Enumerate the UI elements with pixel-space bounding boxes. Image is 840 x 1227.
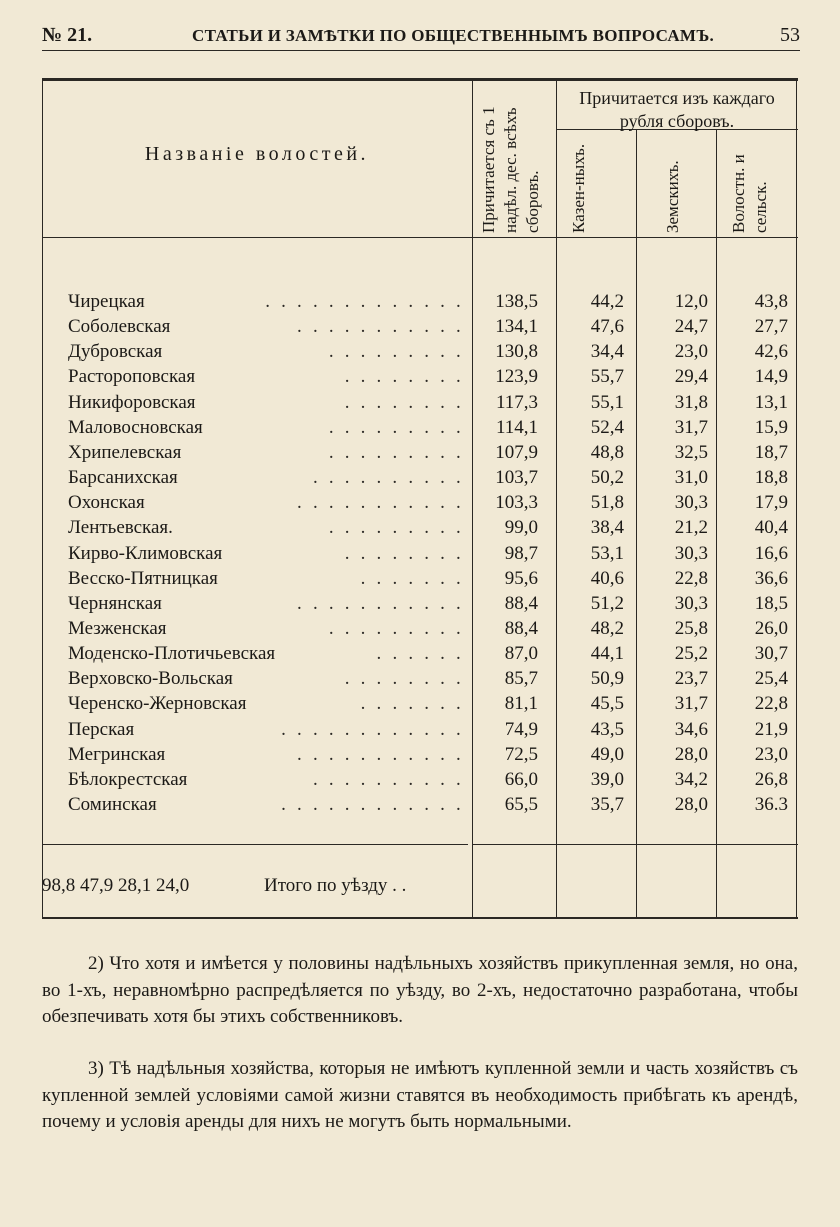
zemstvo-value: 21,2 bbox=[674, 517, 708, 539]
zemstvo-value: 30,3 bbox=[674, 492, 708, 514]
volost-name: Охонская bbox=[68, 492, 145, 514]
zemstvo-value: 31,0 bbox=[674, 467, 708, 489]
leader-dots: . . . . . . . . . bbox=[328, 416, 464, 438]
volost-name: Соболевская bbox=[68, 316, 171, 338]
volost-value: 21,9 bbox=[754, 718, 788, 740]
issue-number: № 21. bbox=[42, 24, 93, 46]
leader-dots: . . . . . . . . . . . . bbox=[281, 794, 464, 815]
treasury-value: 48,2 bbox=[590, 617, 624, 639]
volost-name: Весско-Пятницкая bbox=[68, 567, 218, 589]
per-desyatina-value: 85,7 bbox=[504, 668, 538, 690]
volost-name: Чернянская bbox=[68, 592, 162, 614]
treasury-value: 55,7 bbox=[590, 366, 624, 388]
table-row bbox=[42, 492, 798, 517]
treasury-value: 35,7 bbox=[590, 794, 624, 815]
treasury-value: 53,1 bbox=[590, 542, 624, 564]
total-zemstvo: 28,1 bbox=[118, 875, 152, 896]
header-bottom-rule bbox=[42, 237, 798, 238]
total-rule bbox=[472, 844, 798, 845]
table-row bbox=[42, 392, 798, 417]
treasury-value: 48,8 bbox=[590, 441, 624, 463]
per-desyatina-value: 95,6 bbox=[504, 567, 538, 589]
leader-dots: . . . . . . . . . . . bbox=[297, 492, 464, 514]
table-row bbox=[42, 467, 798, 492]
per-desyatina-value: 103,7 bbox=[495, 467, 538, 489]
treasury-value: 51,2 bbox=[590, 592, 624, 614]
treasury-value: 34,4 bbox=[590, 341, 624, 363]
leader-dots: . . . . . . . bbox=[360, 567, 464, 589]
total-label: Итого по уѣзду . . bbox=[264, 875, 407, 896]
header-treasury: Казен-ныхъ. bbox=[569, 143, 588, 233]
volost-value: 18,5 bbox=[754, 592, 788, 614]
volost-name: Мегринская bbox=[68, 743, 166, 765]
treasury-value: 38,4 bbox=[590, 517, 624, 539]
per-desyatina-value: 66,0 bbox=[504, 768, 538, 790]
zemstvo-value: 32,5 bbox=[674, 441, 708, 463]
per-desyatina-value: 134,1 bbox=[495, 316, 538, 338]
leader-dots: . . . . . . . . bbox=[344, 366, 464, 388]
zemstvo-value: 23,7 bbox=[674, 668, 708, 690]
total-row bbox=[42, 875, 798, 900]
table-row bbox=[42, 593, 798, 618]
per-desyatina-value: 123,9 bbox=[495, 366, 538, 388]
table-row bbox=[42, 291, 798, 316]
zemstvo-value: 30,3 bbox=[674, 542, 708, 564]
total-volost: 24,0 bbox=[156, 875, 190, 896]
volost-name: Соминская bbox=[68, 794, 157, 815]
volost-value: 27,7 bbox=[754, 316, 788, 338]
volost-value: 30,7 bbox=[754, 643, 788, 665]
volost-name: Черенско-Жерновская bbox=[68, 693, 247, 715]
treasury-value: 44,1 bbox=[590, 643, 624, 665]
volost-name: Маловосновская bbox=[68, 416, 203, 438]
zemstvo-value: 31,7 bbox=[674, 416, 708, 438]
paragraph-2: 2) Что хотя и имѣется у половины надѣльныхъ хозяйствъ прикупленная земля, но она, во 1-хъ, неравномѣрно распредѣляется по уѣзду, во 2-хъ, недостаточно разработана, чтобы обезпечивать хотя бы этихъ собственниковъ. bbox=[42, 953, 798, 1027]
table-row bbox=[42, 643, 798, 668]
volost-value: 36.3 bbox=[754, 794, 788, 815]
table-row bbox=[42, 341, 798, 366]
header-per-desyatina: Причитается съ 1 надѣл. дес. всѣхъ сборовъ. bbox=[479, 106, 542, 233]
treasury-value: 50,9 bbox=[590, 668, 624, 690]
leader-dots: . . . . . . . . . . bbox=[312, 768, 464, 790]
leader-dots: . . . . . . . . bbox=[344, 668, 464, 690]
zemstvo-value: 34,2 bbox=[674, 768, 708, 790]
table-row bbox=[42, 693, 798, 718]
total-treasury: 47,9 bbox=[80, 875, 114, 896]
per-desyatina-value: 65,5 bbox=[504, 794, 538, 815]
volost-value: 17,9 bbox=[754, 492, 788, 514]
per-desyatina-value: 99,0 bbox=[504, 517, 538, 539]
per-desyatina-value: 88,4 bbox=[504, 617, 538, 639]
per-desyatina-value: 138,5 bbox=[495, 291, 538, 312]
per-desyatina-value: 114,1 bbox=[495, 416, 538, 438]
volost-name: Растороповская bbox=[68, 366, 196, 388]
table-row bbox=[42, 719, 798, 744]
per-desyatina-value: 87,0 bbox=[504, 643, 538, 665]
volost-value: 15,9 bbox=[754, 416, 788, 438]
per-desyatina-value: 88,4 bbox=[504, 592, 538, 614]
paragraph-3: 3) Тѣ надѣльныя хозяйства, которыя не имѣютъ купленной земли и часть хозяйствъ съ купленной землей условіями самой жизни ставятся въ необходимость прибѣгать къ арендѣ, почему и условія аренды для нихъ не могутъ быть нормальными. bbox=[42, 1058, 798, 1132]
volost-name: Дубровская bbox=[68, 341, 163, 363]
zemstvo-value: 22,8 bbox=[674, 567, 708, 589]
header-per-ruble-group: Причитается изъ каждаго рубля сборовъ. bbox=[579, 88, 775, 131]
leader-dots: . . . . . . . . . bbox=[328, 441, 464, 463]
treasury-value: 55,1 bbox=[590, 391, 624, 413]
leader-dots: . . . . . . . . . . . bbox=[297, 316, 464, 338]
volost-value: 16,6 bbox=[754, 542, 788, 564]
leader-dots: . . . . . . . . . bbox=[328, 341, 464, 363]
volost-value: 26,0 bbox=[754, 617, 788, 639]
treasury-value: 44,2 bbox=[590, 291, 624, 312]
volost-name: Перская bbox=[68, 718, 135, 740]
volost-value: 36,6 bbox=[754, 567, 788, 589]
volost-value: 14,9 bbox=[754, 366, 788, 388]
zemstvo-value: 24,7 bbox=[674, 316, 708, 338]
volost-name: Лентьевская. bbox=[68, 517, 173, 539]
volost-name: Мезженская bbox=[68, 617, 167, 639]
zemstvo-value: 12,0 bbox=[674, 291, 708, 312]
header-volost-name: Названіе волостей. bbox=[144, 143, 370, 165]
table-row bbox=[42, 517, 798, 542]
zemstvo-value: 25,2 bbox=[674, 643, 708, 665]
treasury-value: 50,2 bbox=[590, 467, 624, 489]
volost-name: Бѣлокрестская bbox=[68, 768, 188, 790]
zemstvo-value: 29,4 bbox=[674, 366, 708, 388]
volost-value: 18,7 bbox=[754, 441, 788, 463]
per-desyatina-value: 74,9 bbox=[504, 718, 538, 740]
leader-dots: . . . . . . . . . . bbox=[312, 467, 464, 489]
volost-value: 22,8 bbox=[754, 693, 788, 715]
table-row bbox=[42, 618, 798, 643]
zemstvo-value: 31,7 bbox=[674, 693, 708, 715]
leader-dots: . . . . . . . . . . . . . bbox=[265, 291, 464, 312]
treasury-value: 47,6 bbox=[590, 316, 624, 338]
running-head bbox=[42, 22, 800, 51]
table-row bbox=[42, 316, 798, 341]
volost-name: Барсанихская bbox=[68, 467, 178, 489]
leader-dots: . . . . . . . . . bbox=[328, 617, 464, 639]
header-volost-village: Волостн. и сельск. bbox=[729, 154, 770, 233]
volost-value: 26,8 bbox=[754, 768, 788, 790]
zemstvo-value: 25,8 bbox=[674, 617, 708, 639]
leader-dots: . . . . . . . bbox=[360, 693, 464, 715]
volost-value: 40,4 bbox=[754, 517, 788, 539]
table-row bbox=[42, 794, 798, 819]
zemstvo-value: 23,0 bbox=[674, 341, 708, 363]
header-zemstvo: Земскихъ. bbox=[663, 160, 682, 233]
volost-value: 43,8 bbox=[754, 291, 788, 312]
leader-dots: . . . . . . . . . . . . bbox=[281, 718, 464, 740]
table-row bbox=[42, 668, 798, 693]
running-title: СТАТЬИ И ЗАМѢТКИ ПО ОБЩЕСТВЕННЫМЪ ВОПРОСАМЪ. bbox=[192, 26, 715, 45]
volost-name: Никифоровская bbox=[68, 391, 196, 413]
treasury-value: 45,5 bbox=[590, 693, 624, 715]
total-rule bbox=[42, 844, 468, 845]
treasury-value: 49,0 bbox=[590, 743, 624, 765]
page-number: 53 bbox=[780, 24, 800, 46]
leader-dots: . . . . . . . . bbox=[344, 542, 464, 564]
volost-value: 23,0 bbox=[754, 743, 788, 765]
leader-dots: . . . . . . . . . . . bbox=[297, 592, 464, 614]
leader-dots: . . . . . . . . . bbox=[328, 517, 464, 539]
table-row bbox=[42, 568, 798, 593]
zemstvo-value: 28,0 bbox=[674, 743, 708, 765]
volost-value: 13,1 bbox=[754, 391, 788, 413]
table-row bbox=[42, 769, 798, 794]
per-desyatina-value: 117,3 bbox=[495, 391, 538, 413]
volost-name: Чирецкая bbox=[68, 291, 145, 312]
tax-table bbox=[42, 78, 798, 919]
table-row bbox=[42, 417, 798, 442]
per-desyatina-value: 72,5 bbox=[504, 743, 538, 765]
volost-value: 42,6 bbox=[754, 341, 788, 363]
volost-name: Моденско-Плотичьевская bbox=[68, 643, 276, 665]
volost-value: 18,8 bbox=[754, 467, 788, 489]
table-row bbox=[42, 543, 798, 568]
table-row bbox=[42, 442, 798, 467]
treasury-value: 43,5 bbox=[590, 718, 624, 740]
treasury-value: 52,4 bbox=[590, 416, 624, 438]
leader-dots: . . . . . . . . . . . bbox=[297, 743, 464, 765]
zemstvo-value: 34,6 bbox=[674, 718, 708, 740]
treasury-value: 51,8 bbox=[590, 492, 624, 514]
per-desyatina-value: 107,9 bbox=[495, 441, 538, 463]
volost-name: Верховско-Вольская bbox=[68, 668, 233, 690]
volost-name: Кирво-Климовская bbox=[68, 542, 223, 564]
table-row bbox=[42, 744, 798, 769]
volost-value: 25,4 bbox=[754, 668, 788, 690]
zemstvo-value: 30,3 bbox=[674, 592, 708, 614]
per-desyatina-value: 130,8 bbox=[495, 341, 538, 363]
volost-name: Хрипелевская bbox=[68, 441, 182, 463]
per-desyatina-value: 103,3 bbox=[495, 492, 538, 514]
zemstvo-value: 31,8 bbox=[674, 391, 708, 413]
table-row bbox=[42, 366, 798, 391]
treasury-value: 40,6 bbox=[590, 567, 624, 589]
leader-dots: . . . . . . bbox=[376, 643, 464, 665]
total-per-desyatina: 98,8 bbox=[42, 875, 76, 896]
per-desyatina-value: 98,7 bbox=[504, 542, 538, 564]
treasury-value: 39,0 bbox=[590, 768, 624, 790]
zemstvo-value: 28,0 bbox=[674, 794, 708, 815]
per-desyatina-value: 81,1 bbox=[504, 693, 538, 715]
leader-dots: . . . . . . . . bbox=[344, 391, 464, 413]
